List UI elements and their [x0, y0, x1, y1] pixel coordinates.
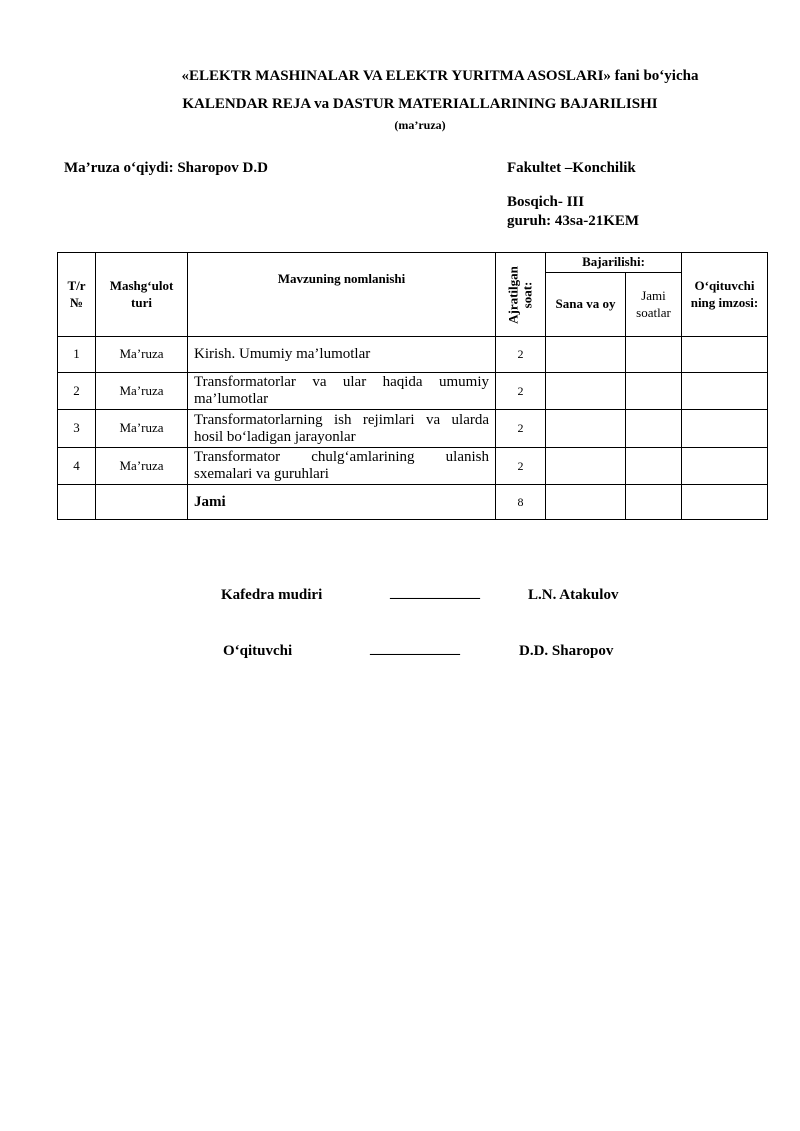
- header-number: T/r №: [58, 253, 96, 337]
- document-type-note: (ma’ruza): [394, 118, 446, 132]
- lecturer-info: Ma’ruza o‘qiydi: Sharopov D.D: [64, 160, 268, 176]
- row-number: 1: [58, 337, 96, 373]
- stage-info: Bosqich- III: [507, 194, 585, 210]
- teacher-title: O‘qituvchi: [223, 643, 293, 659]
- row-date-cell: [546, 448, 626, 485]
- table-row: [58, 373, 768, 410]
- calendar-plan-table: [57, 252, 768, 520]
- table-row: [58, 410, 768, 448]
- row-hours: 2: [496, 373, 546, 410]
- table-row: [58, 337, 768, 373]
- row-date-cell: [546, 410, 626, 448]
- total-row: [58, 485, 768, 520]
- row-number: 3: [58, 410, 96, 448]
- header-date: Sana va oy: [546, 273, 626, 337]
- group-info: guruh: 43sa-21KEM: [507, 213, 640, 229]
- row-signature-cell: [682, 373, 768, 410]
- row-topic: Kirish. Umumiy ma’lumotlar: [188, 337, 496, 373]
- row-signature-cell: [682, 337, 768, 373]
- header-total-hours: Jami soatlar: [626, 273, 682, 337]
- document-title: «ELEKTR MASHINALAR VA ELEKTR YURITMA ASOSLARI» fani bo‘yicha: [181, 68, 699, 84]
- row-type: Ma’ruza: [96, 410, 188, 448]
- row-number: 2: [58, 373, 96, 410]
- row-total-cell: [626, 448, 682, 485]
- row-hours: 2: [496, 410, 546, 448]
- total-number-cell: [58, 485, 96, 520]
- total-signature-cell: [682, 485, 768, 520]
- row-total-cell: [626, 337, 682, 373]
- header-execution: Bajarilishi:: [546, 253, 682, 273]
- row-topic: Transformator chulg‘amlarining ulanish sxemalari va guruhlari: [188, 448, 496, 485]
- row-signature-cell: [682, 410, 768, 448]
- header-topic: Mavzuning nomlanishi: [188, 253, 496, 337]
- teacher-signature-line: ____________: [370, 641, 460, 657]
- row-total-cell: [626, 373, 682, 410]
- total-type-cell: [96, 485, 188, 520]
- head-of-department-name: L.N. Atakulov: [528, 587, 619, 603]
- row-signature-cell: [682, 448, 768, 485]
- header-allocated-hours: [496, 253, 546, 337]
- total-date-cell: [546, 485, 626, 520]
- head-signature-line: ____________: [390, 585, 480, 601]
- teacher-name: D.D. Sharopov: [519, 643, 614, 659]
- total-sum-cell: [626, 485, 682, 520]
- row-topic: Transformatorlar va ular haqida umumiy ma’lumotlar: [188, 373, 496, 410]
- total-hours: 8: [496, 485, 546, 520]
- row-type: Ma’ruza: [96, 337, 188, 373]
- header-signature: O‘qituvchi ning imzosi:: [682, 253, 768, 337]
- row-date-cell: [546, 373, 626, 410]
- row-date-cell: [546, 337, 626, 373]
- row-hours: 2: [496, 337, 546, 373]
- header-allocated-hours-label: Ajratilgan soat:: [505, 265, 535, 324]
- header-type: Mashg‘ulot turi: [96, 253, 188, 337]
- row-hours: 2: [496, 448, 546, 485]
- row-topic: Transformatorlarning ish rejimlari va ularda hosil bo‘ladigan jarayonlar: [188, 410, 496, 448]
- row-total-cell: [626, 410, 682, 448]
- table-row: [58, 448, 768, 485]
- row-type: Ma’ruza: [96, 373, 188, 410]
- row-type: Ma’ruza: [96, 448, 188, 485]
- head-of-department-title: Kafedra mudiri: [221, 587, 323, 603]
- faculty-info: Fakultet –Konchilik: [507, 160, 636, 176]
- row-number: 4: [58, 448, 96, 485]
- document-subtitle: KALENDAR REJA va DASTUR MATERIALLARINING BAJARILISHI: [182, 96, 658, 112]
- total-label: Jami: [188, 485, 496, 520]
